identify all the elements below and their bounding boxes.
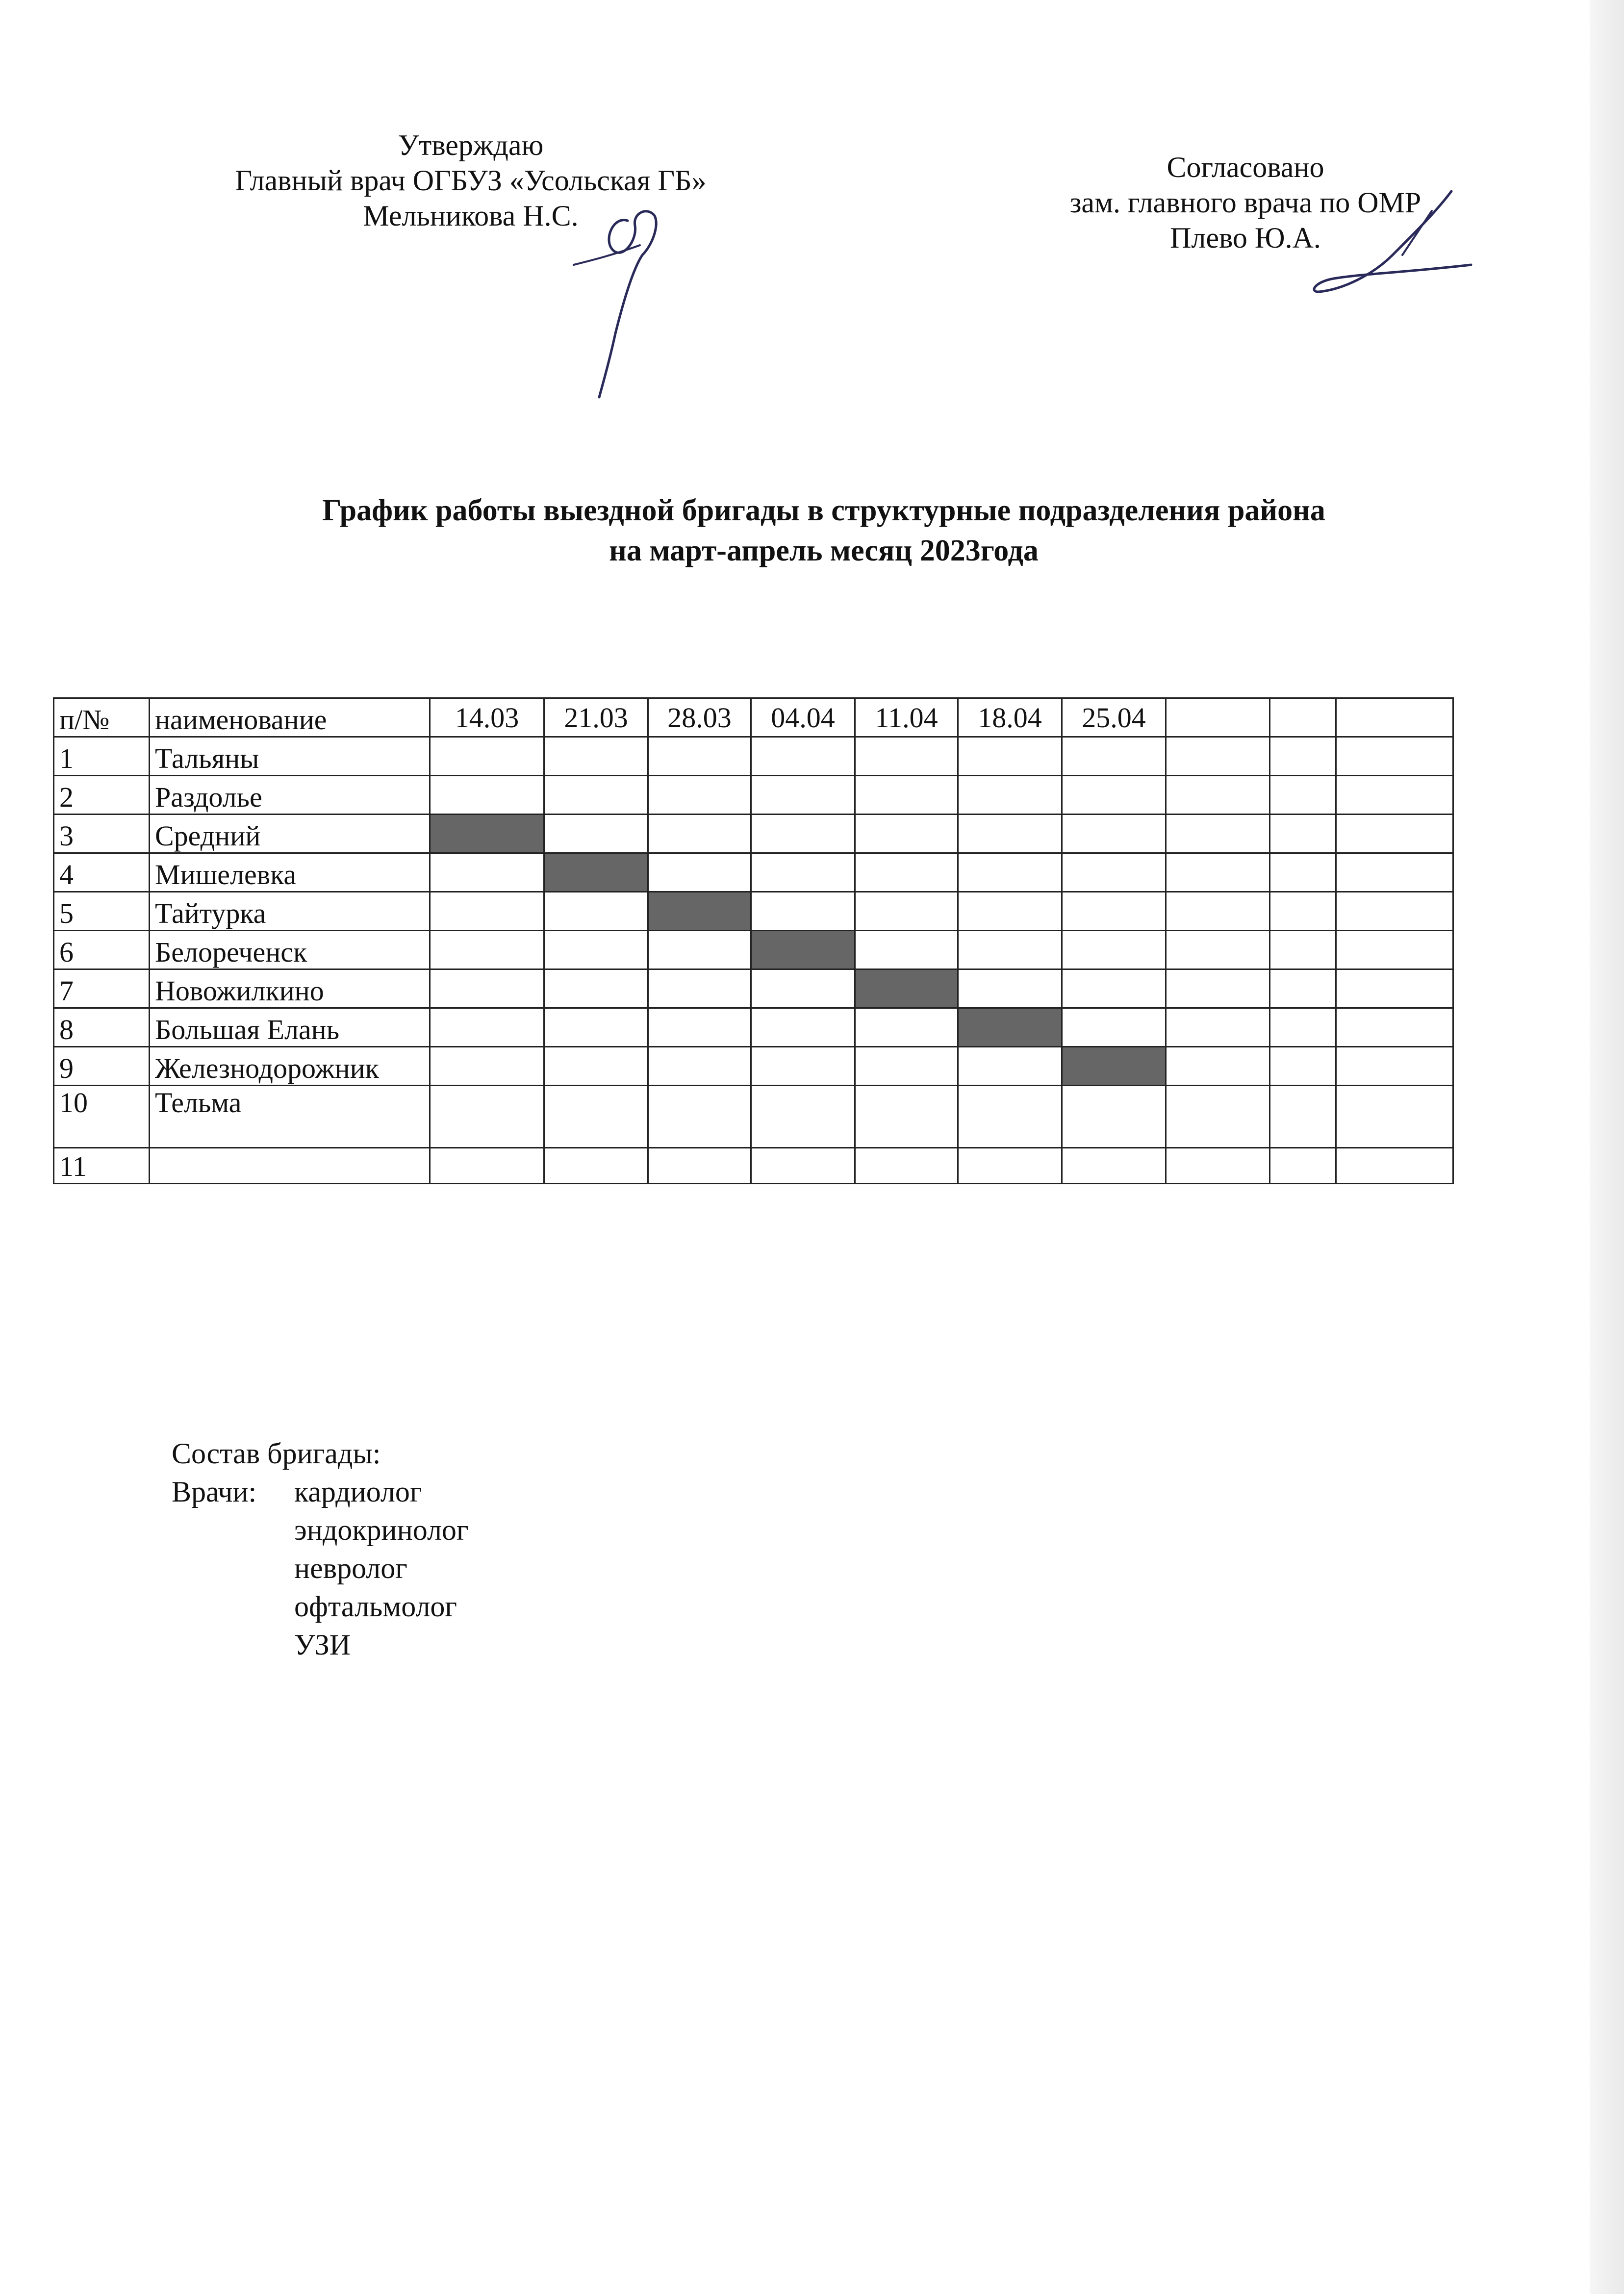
schedule-cell	[430, 776, 544, 815]
table-row	[54, 1008, 1453, 1047]
schedule-cell	[1270, 853, 1336, 892]
schedule-cell	[648, 931, 751, 969]
header-cell: 28.03	[648, 698, 751, 737]
schedule-cell	[648, 1148, 751, 1184]
row-name: Тельма	[150, 1086, 430, 1148]
doctor-item: кардиолог	[294, 1476, 422, 1508]
visit-cell	[855, 969, 958, 1008]
schedule-cell	[751, 1047, 855, 1086]
table-row	[54, 1086, 1453, 1148]
schedule-cell	[855, 1008, 958, 1047]
doctor-item: невролог	[294, 1552, 407, 1584]
schedule-cell	[544, 1008, 648, 1047]
row-name: Новожилкино	[150, 969, 430, 1008]
schedule-cell	[1062, 969, 1166, 1008]
table-row	[54, 815, 1453, 853]
visit-cell	[1062, 1047, 1166, 1086]
schedule-cell	[430, 892, 544, 931]
schedule-cell	[430, 853, 544, 892]
schedule-cell	[855, 892, 958, 931]
schedule-cell	[544, 931, 648, 969]
row-number: 11	[54, 1148, 150, 1184]
table-row	[54, 969, 1453, 1008]
schedule-cell	[1062, 776, 1166, 815]
doctors-list	[294, 1473, 469, 1664]
schedule-body	[54, 698, 1453, 1184]
row-name: Белореченск	[150, 931, 430, 969]
header-cell: 11.04	[855, 698, 958, 737]
schedule-cell	[1270, 776, 1336, 815]
schedule-cell	[1062, 1086, 1166, 1148]
schedule-cell	[1336, 1047, 1453, 1086]
schedule-cell	[1270, 931, 1336, 969]
schedule-cell	[1336, 815, 1453, 853]
schedule-cell	[855, 737, 958, 776]
schedule-cell	[1166, 815, 1270, 853]
schedule-cell	[1166, 1086, 1270, 1148]
doctor-item: офтальмолог	[294, 1590, 457, 1623]
agreement-signature	[1304, 181, 1481, 304]
row-number: 4	[54, 853, 150, 892]
schedule-cell	[751, 776, 855, 815]
schedule-cell	[648, 1047, 751, 1086]
agreement-heading: Согласовано	[1167, 151, 1324, 183]
schedule-cell	[751, 1148, 855, 1184]
schedule-cell	[855, 931, 958, 969]
header-cell: 21.03	[544, 698, 648, 737]
schedule-cell	[430, 1047, 544, 1086]
schedule-cell	[430, 1086, 544, 1148]
schedule-cell	[751, 892, 855, 931]
schedule-cell	[958, 737, 1062, 776]
schedule-cell	[751, 1008, 855, 1047]
schedule-table	[53, 697, 1454, 1184]
schedule-cell	[430, 1148, 544, 1184]
schedule-cell	[1270, 1148, 1336, 1184]
schedule-cell	[1336, 737, 1453, 776]
header-cell	[1336, 698, 1453, 737]
scan-edge	[1590, 0, 1624, 2294]
row-name: Большая Елань	[150, 1008, 430, 1047]
agreement-position: зам. главного врача по ОМР	[1069, 186, 1421, 219]
approval-signature	[554, 186, 682, 407]
table-row	[54, 892, 1453, 931]
header-cell: 25.04	[1062, 698, 1166, 737]
schedule-cell	[1062, 931, 1166, 969]
schedule-cell	[544, 1047, 648, 1086]
visit-cell	[958, 1008, 1062, 1047]
schedule-cell	[1270, 969, 1336, 1008]
approval-position: Главный врач ОГБУЗ «Усольская ГБ»	[235, 164, 707, 197]
schedule-cell	[1270, 1008, 1336, 1047]
schedule-cell	[855, 1047, 958, 1086]
table-row	[54, 1148, 1453, 1184]
row-number: 9	[54, 1047, 150, 1086]
header-cell: п/№	[54, 698, 150, 737]
row-name: Тайтурка	[150, 892, 430, 931]
header-row	[54, 698, 1453, 737]
header-cell: наименование	[150, 698, 430, 737]
table-row	[54, 1047, 1453, 1086]
header-cell: 18.04	[958, 698, 1062, 737]
row-number: 2	[54, 776, 150, 815]
table-row	[54, 737, 1453, 776]
table-row	[54, 853, 1453, 892]
doctor-item: УЗИ	[294, 1629, 351, 1661]
schedule-cell	[1336, 1148, 1453, 1184]
schedule-cell	[1336, 1086, 1453, 1148]
schedule-cell	[855, 1086, 958, 1148]
schedule-cell	[544, 1148, 648, 1184]
team-heading: Состав бригады:	[172, 1437, 381, 1470]
schedule-cell	[1270, 1086, 1336, 1148]
row-number: 5	[54, 892, 150, 931]
schedule-cell	[430, 737, 544, 776]
schedule-cell	[1062, 1148, 1166, 1184]
row-name: Мишелевка	[150, 853, 430, 892]
schedule-cell	[958, 931, 1062, 969]
schedule-cell	[648, 853, 751, 892]
schedule-cell	[648, 776, 751, 815]
schedule-cell	[1166, 1148, 1270, 1184]
schedule-cell	[958, 892, 1062, 931]
schedule-cell	[648, 737, 751, 776]
row-name: Железнодорожник	[150, 1047, 430, 1086]
schedule-cell	[648, 815, 751, 853]
schedule-cell	[1062, 737, 1166, 776]
schedule-cell	[751, 1086, 855, 1148]
schedule-cell	[1062, 853, 1166, 892]
header-cell: 04.04	[751, 698, 855, 737]
schedule-cell	[430, 969, 544, 1008]
schedule-cell	[544, 969, 648, 1008]
schedule-cell	[430, 1008, 544, 1047]
schedule-cell	[958, 1086, 1062, 1148]
schedule-cell	[1166, 931, 1270, 969]
visit-cell	[430, 815, 544, 853]
schedule-cell	[1336, 931, 1453, 969]
schedule-cell	[544, 737, 648, 776]
schedule-cell	[648, 969, 751, 1008]
schedule-cell	[648, 1008, 751, 1047]
row-name: Тальяны	[150, 737, 430, 776]
schedule-cell	[958, 776, 1062, 815]
visit-cell	[751, 931, 855, 969]
row-name	[150, 1148, 430, 1184]
schedule-cell	[1166, 969, 1270, 1008]
row-number: 8	[54, 1008, 150, 1047]
schedule-cell	[958, 853, 1062, 892]
row-number: 3	[54, 815, 150, 853]
schedule-cell	[1270, 737, 1336, 776]
schedule-cell	[1062, 815, 1166, 853]
schedule-cell	[958, 815, 1062, 853]
schedule-cell	[751, 969, 855, 1008]
schedule-cell	[648, 1086, 751, 1148]
header-cell	[1166, 698, 1270, 737]
doctor-item: эндокринолог	[294, 1514, 469, 1546]
table-row	[54, 931, 1453, 969]
schedule-cell	[1166, 1047, 1270, 1086]
schedule-cell	[1336, 892, 1453, 931]
doctors-row	[172, 1473, 469, 1664]
schedule-cell	[855, 1148, 958, 1184]
title-line-2: на март-апрель месяц 2023года	[609, 534, 1039, 567]
schedule-cell	[1270, 892, 1336, 931]
row-name: Средний	[150, 815, 430, 853]
schedule-cell	[1166, 776, 1270, 815]
schedule-cell	[751, 815, 855, 853]
row-number: 1	[54, 737, 150, 776]
visit-cell	[648, 892, 751, 931]
schedule-cell	[751, 853, 855, 892]
row-number: 6	[54, 931, 150, 969]
row-number: 10	[54, 1086, 150, 1148]
doctors-label: Врачи:	[172, 1476, 257, 1508]
schedule-cell	[958, 1047, 1062, 1086]
schedule-cell	[855, 815, 958, 853]
schedule-cell	[958, 1148, 1062, 1184]
schedule-cell	[1166, 853, 1270, 892]
schedule-cell	[1270, 815, 1336, 853]
schedule-cell	[544, 776, 648, 815]
header-cell	[1270, 698, 1336, 737]
header-cell: 14.03	[430, 698, 544, 737]
schedule-cell	[1062, 892, 1166, 931]
schedule-cell	[1270, 1047, 1336, 1086]
schedule-cell	[1336, 1008, 1453, 1047]
schedule-cell	[855, 853, 958, 892]
schedule-cell	[430, 931, 544, 969]
schedule-cell	[544, 815, 648, 853]
table-row	[54, 776, 1453, 815]
schedule-cell	[1166, 737, 1270, 776]
schedule-cell	[544, 892, 648, 931]
agreement-name: Плево Ю.А.	[1170, 222, 1321, 254]
schedule-cell	[1166, 1008, 1270, 1047]
schedule-cell	[1336, 853, 1453, 892]
schedule-cell	[1062, 1008, 1166, 1047]
schedule-cell	[855, 776, 958, 815]
document-title	[206, 490, 1442, 571]
approval-name: Мельникова Н.С.	[363, 200, 579, 232]
title-line-1: График работы выездной бригады в структурные подразделения района	[322, 494, 1325, 527]
schedule-cell	[751, 737, 855, 776]
row-name: Раздолье	[150, 776, 430, 815]
schedule-cell	[958, 969, 1062, 1008]
schedule-cell	[1336, 776, 1453, 815]
team-composition	[172, 1434, 469, 1664]
visit-cell	[544, 853, 648, 892]
schedule-cell	[544, 1086, 648, 1148]
schedule-cell	[1166, 892, 1270, 931]
row-number: 7	[54, 969, 150, 1008]
schedule-cell	[1336, 969, 1453, 1008]
approval-heading: Утверждаю	[398, 129, 544, 161]
